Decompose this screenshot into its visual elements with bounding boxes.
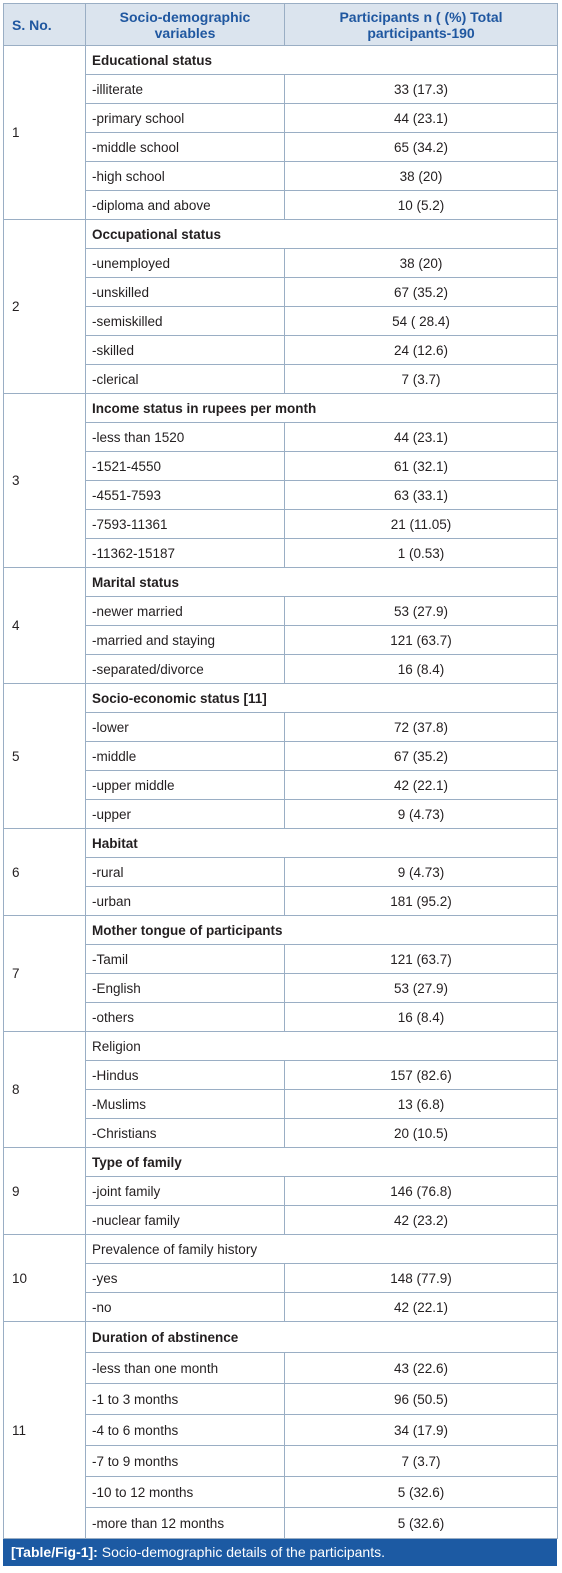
participant-value: 21 (11.05) <box>285 510 558 539</box>
table-row <box>4 1061 558 1090</box>
serial-number: 10 <box>4 1235 86 1322</box>
table-row <box>4 655 558 684</box>
variable-label: -high school <box>86 162 285 191</box>
participant-value: 53 (27.9) <box>285 974 558 1003</box>
table-row <box>4 1477 558 1508</box>
caption-text: Socio-demographic details of the participants. <box>97 1544 386 1560</box>
participant-value: 13 (6.8) <box>285 1090 558 1119</box>
table-row <box>4 1264 558 1293</box>
table-row <box>4 945 558 974</box>
variable-label: -11362-15187 <box>86 539 285 568</box>
serial-number: 2 <box>4 220 86 394</box>
variable-label: -Tamil <box>86 945 285 974</box>
table-row <box>4 162 558 191</box>
variable-label: -unskilled <box>86 278 285 307</box>
variable-label: -upper middle <box>86 771 285 800</box>
category-row <box>4 684 558 713</box>
table-row <box>4 133 558 162</box>
header-variables-text: Socio-demographic variables <box>119 8 251 41</box>
variable-label: -urban <box>86 887 285 916</box>
participant-value: 42 (23.2) <box>285 1206 558 1235</box>
variable-label: -less than one month <box>86 1353 285 1384</box>
variable-label: -skilled <box>86 336 285 365</box>
participant-value: 146 (76.8) <box>285 1177 558 1206</box>
header-row <box>4 4 558 46</box>
participant-value: 121 (63.7) <box>285 945 558 974</box>
table-row <box>4 104 558 133</box>
table-row <box>4 423 558 452</box>
serial-number: 6 <box>4 829 86 916</box>
category-row <box>4 1322 558 1353</box>
category-row <box>4 220 558 249</box>
table-row <box>4 597 558 626</box>
variable-label: -Hindus <box>86 1061 285 1090</box>
table-row <box>4 1003 558 1032</box>
header-participants-text: Participants n ( (%) Total participants-190 <box>339 8 503 41</box>
category-heading: Habitat <box>86 829 558 858</box>
category-row <box>4 568 558 597</box>
participant-value: 54 ( 28.4) <box>285 307 558 336</box>
category-row <box>4 829 558 858</box>
table-row <box>4 191 558 220</box>
participant-value: 181 (95.2) <box>285 887 558 916</box>
table-row <box>4 1177 558 1206</box>
participant-value: 44 (23.1) <box>285 423 558 452</box>
table-row <box>4 1508 558 1539</box>
variable-label: -diploma and above <box>86 191 285 220</box>
table-row <box>4 771 558 800</box>
variable-label: -middle <box>86 742 285 771</box>
category-heading: Income status in rupees per month <box>86 394 558 423</box>
category-row <box>4 1148 558 1177</box>
table-row <box>4 365 558 394</box>
variable-label: -7593-11361 <box>86 510 285 539</box>
variable-label: -primary school <box>86 104 285 133</box>
table-row <box>4 742 558 771</box>
participant-value: 38 (20) <box>285 162 558 191</box>
serial-number: 4 <box>4 568 86 684</box>
variable-label: -rural <box>86 858 285 887</box>
table-row <box>4 249 558 278</box>
table-figure <box>3 3 557 1566</box>
variable-label: -unemployed <box>86 249 285 278</box>
serial-number: 11 <box>4 1322 86 1539</box>
header-participants <box>285 4 558 46</box>
category-heading: Mother tongue of participants <box>86 916 558 945</box>
variable-label: -Christians <box>86 1119 285 1148</box>
category-heading: Educational status <box>86 46 558 75</box>
variable-label: -lower <box>86 713 285 742</box>
variable-label: -clerical <box>86 365 285 394</box>
table-row <box>4 307 558 336</box>
table-row <box>4 974 558 1003</box>
participant-value: 96 (50.5) <box>285 1384 558 1415</box>
variable-label: -married and staying <box>86 626 285 655</box>
participant-value: 5 (32.6) <box>285 1477 558 1508</box>
variable-label: -1 to 3 months <box>86 1384 285 1415</box>
participant-value: 72 (37.8) <box>285 713 558 742</box>
participant-value: 43 (22.6) <box>285 1353 558 1384</box>
table-row <box>4 1119 558 1148</box>
participant-value: 157 (82.6) <box>285 1061 558 1090</box>
header-sno: S. No. <box>4 4 86 46</box>
participant-value: 42 (22.1) <box>285 771 558 800</box>
table-row <box>4 1446 558 1477</box>
variable-label: -1521-4550 <box>86 452 285 481</box>
participant-value: 5 (32.6) <box>285 1508 558 1539</box>
category-heading: Socio-economic status [11] <box>86 684 558 713</box>
participant-value: 42 (22.1) <box>285 1293 558 1322</box>
variable-label: -others <box>86 1003 285 1032</box>
variable-label: -less than 1520 <box>86 423 285 452</box>
category-heading: Religion <box>86 1032 558 1061</box>
table-row <box>4 887 558 916</box>
variable-label: -4 to 6 months <box>86 1415 285 1446</box>
participant-value: 16 (8.4) <box>285 1003 558 1032</box>
participant-value: 67 (35.2) <box>285 742 558 771</box>
variable-label: -7 to 9 months <box>86 1446 285 1477</box>
table-row <box>4 713 558 742</box>
table-row <box>4 336 558 365</box>
variable-label: -10 to 12 months <box>86 1477 285 1508</box>
variable-label: -more than 12 months <box>86 1508 285 1539</box>
table-row <box>4 1293 558 1322</box>
table-row <box>4 278 558 307</box>
table-row <box>4 1090 558 1119</box>
table-row <box>4 800 558 829</box>
serial-number: 8 <box>4 1032 86 1148</box>
participant-value: 53 (27.9) <box>285 597 558 626</box>
category-heading: Occupational status <box>86 220 558 249</box>
category-heading: Marital status <box>86 568 558 597</box>
serial-number: 3 <box>4 394 86 568</box>
participant-value: 7 (3.7) <box>285 365 558 394</box>
caption-label: [Table/Fig-1]: <box>11 1544 98 1560</box>
variable-label: -illiterate <box>86 75 285 104</box>
table-row <box>4 626 558 655</box>
table-row <box>4 481 558 510</box>
variable-label: -yes <box>86 1264 285 1293</box>
category-heading: Type of family <box>86 1148 558 1177</box>
participant-value: 16 (8.4) <box>285 655 558 684</box>
variable-label: -Muslims <box>86 1090 285 1119</box>
table-row <box>4 1415 558 1446</box>
category-row <box>4 1032 558 1061</box>
socio-demographic-table <box>3 3 558 1539</box>
table-row <box>4 539 558 568</box>
variable-label: -nuclear family <box>86 1206 285 1235</box>
table-row <box>4 1353 558 1384</box>
participant-value: 121 (63.7) <box>285 626 558 655</box>
table-caption <box>3 1539 557 1566</box>
participant-value: 63 (33.1) <box>285 481 558 510</box>
participant-value: 34 (17.9) <box>285 1415 558 1446</box>
table-body <box>4 46 558 1539</box>
table-header <box>4 4 558 46</box>
variable-label: -joint family <box>86 1177 285 1206</box>
participant-value: 9 (4.73) <box>285 858 558 887</box>
category-row <box>4 1235 558 1264</box>
category-row <box>4 916 558 945</box>
participant-value: 1 (0.53) <box>285 539 558 568</box>
participant-value: 33 (17.3) <box>285 75 558 104</box>
table-row <box>4 1384 558 1415</box>
table-row <box>4 452 558 481</box>
table-row <box>4 75 558 104</box>
participant-value: 7 (3.7) <box>285 1446 558 1477</box>
participant-value: 20 (10.5) <box>285 1119 558 1148</box>
serial-number: 5 <box>4 684 86 829</box>
category-row <box>4 46 558 75</box>
participant-value: 9 (4.73) <box>285 800 558 829</box>
category-heading: Prevalence of family history <box>86 1235 558 1264</box>
variable-label: -middle school <box>86 133 285 162</box>
participant-value: 38 (20) <box>285 249 558 278</box>
category-row <box>4 394 558 423</box>
participant-value: 65 (34.2) <box>285 133 558 162</box>
serial-number: 1 <box>4 46 86 220</box>
serial-number: 7 <box>4 916 86 1032</box>
table-row <box>4 1206 558 1235</box>
variable-label: -4551-7593 <box>86 481 285 510</box>
participant-value: 67 (35.2) <box>285 278 558 307</box>
participant-value: 24 (12.6) <box>285 336 558 365</box>
variable-label: -upper <box>86 800 285 829</box>
participant-value: 148 (77.9) <box>285 1264 558 1293</box>
variable-label: -separated/divorce <box>86 655 285 684</box>
variable-label: -semiskilled <box>86 307 285 336</box>
variable-label: -newer married <box>86 597 285 626</box>
variable-label: -English <box>86 974 285 1003</box>
participant-value: 44 (23.1) <box>285 104 558 133</box>
variable-label: -no <box>86 1293 285 1322</box>
serial-number: 9 <box>4 1148 86 1235</box>
header-variables <box>86 4 285 46</box>
table-row <box>4 858 558 887</box>
participant-value: 10 (5.2) <box>285 191 558 220</box>
category-heading: Duration of abstinence <box>86 1322 558 1353</box>
participant-value: 61 (32.1) <box>285 452 558 481</box>
table-row <box>4 510 558 539</box>
